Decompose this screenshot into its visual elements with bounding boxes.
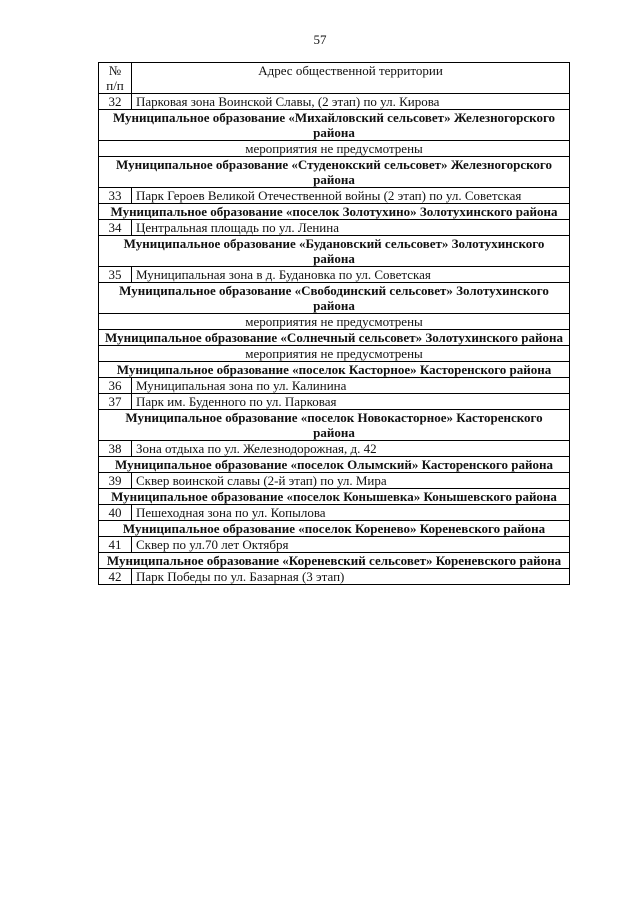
table-row (99, 94, 570, 110)
no-measures-note: мероприятия не предусмотрены (99, 346, 570, 362)
page-number: 57 (313, 32, 327, 47)
section-row (99, 553, 570, 569)
row-number: 38 (99, 441, 132, 457)
row-address: Центральная площадь по ул. Ленина (132, 220, 570, 236)
row-number: 35 (99, 267, 132, 283)
table-row (99, 441, 570, 457)
table-row (99, 394, 570, 410)
header-address: Адрес общественной территории (132, 63, 570, 94)
municipality-heading: Муниципальное образование «поселок Коренево» Кореневского района (99, 521, 570, 537)
municipality-heading: Муниципальное образование «поселок Конышевка» Конышевского района (99, 489, 570, 505)
table-row (99, 473, 570, 489)
row-address: Зона отдыха по ул. Железнодорожная, д. 42 (132, 441, 570, 457)
no-measures-note: мероприятия не предусмотрены (99, 314, 570, 330)
row-number: 33 (99, 188, 132, 204)
section-row (99, 110, 570, 141)
section-row (99, 283, 570, 314)
no-measures-note: мероприятия не предусмотрены (99, 141, 570, 157)
municipality-heading: Муниципальное образование «Кореневский сельсовет» Кореневского района (99, 553, 570, 569)
municipality-heading: Муниципальное образование «Солнечный сельсовет» Золотухинского района (99, 330, 570, 346)
territory-table (98, 62, 570, 585)
municipality-heading: Муниципальное образование «Студенокский сельсовет» Железногорского района (99, 157, 570, 188)
row-number: 34 (99, 220, 132, 236)
section-row (99, 236, 570, 267)
table-row (99, 378, 570, 394)
municipality-heading: Муниципальное образование «поселок Золотухино» Золотухинского района (99, 204, 570, 220)
municipality-heading: Муниципальное образование «поселок Касторное» Касторенского района (99, 362, 570, 378)
row-address: Парк им. Буденного по ул. Парковая (132, 394, 570, 410)
row-address: Сквер по ул.70 лет Октября (132, 537, 570, 553)
table-header-row (99, 63, 570, 94)
table-row (99, 569, 570, 585)
municipality-heading: Муниципальное образование «поселок Олымский» Касторенского района (99, 457, 570, 473)
header-number: № п/п (99, 63, 132, 94)
row-address: Парк Героев Великой Отечественной войны (2 этап) по ул. Советская (132, 188, 570, 204)
row-address: Муниципальная зона в д. Будановка по ул. Советская (132, 267, 570, 283)
section-row (99, 204, 570, 220)
row-number: 32 (99, 94, 132, 110)
table-row (99, 220, 570, 236)
section-row (99, 157, 570, 188)
section-row (99, 410, 570, 441)
table-row (99, 267, 570, 283)
table-row (99, 188, 570, 204)
municipality-heading: Муниципальное образование «Свободинский сельсовет» Золотухинского района (99, 283, 570, 314)
municipality-heading: Муниципальное образование «Будановский сельсовет» Золотухинского района (99, 236, 570, 267)
row-number: 39 (99, 473, 132, 489)
note-row (99, 141, 570, 157)
row-number: 42 (99, 569, 132, 585)
table-row (99, 505, 570, 521)
section-row (99, 521, 570, 537)
row-number: 41 (99, 537, 132, 553)
municipality-heading: Муниципальное образование «поселок Новокасторное» Касторенского района (99, 410, 570, 441)
note-row (99, 346, 570, 362)
note-row (99, 314, 570, 330)
section-row (99, 362, 570, 378)
row-address: Сквер воинской славы (2-й этап) по ул. Мира (132, 473, 570, 489)
section-row (99, 489, 570, 505)
section-row (99, 457, 570, 473)
municipality-heading: Муниципальное образование «Михайловский сельсовет» Железногорского района (99, 110, 570, 141)
table-row (99, 537, 570, 553)
row-number: 36 (99, 378, 132, 394)
table-body (99, 94, 570, 585)
row-number: 40 (99, 505, 132, 521)
row-address: Муниципальная зона по ул. Калинина (132, 378, 570, 394)
row-address: Парк Победы по ул. Базарная (3 этап) (132, 569, 570, 585)
row-address: Парковая зона Воинской Славы, (2 этап) по ул. Кирова (132, 94, 570, 110)
row-number: 37 (99, 394, 132, 410)
row-address: Пешеходная зона по ул. Копылова (132, 505, 570, 521)
section-row (99, 330, 570, 346)
